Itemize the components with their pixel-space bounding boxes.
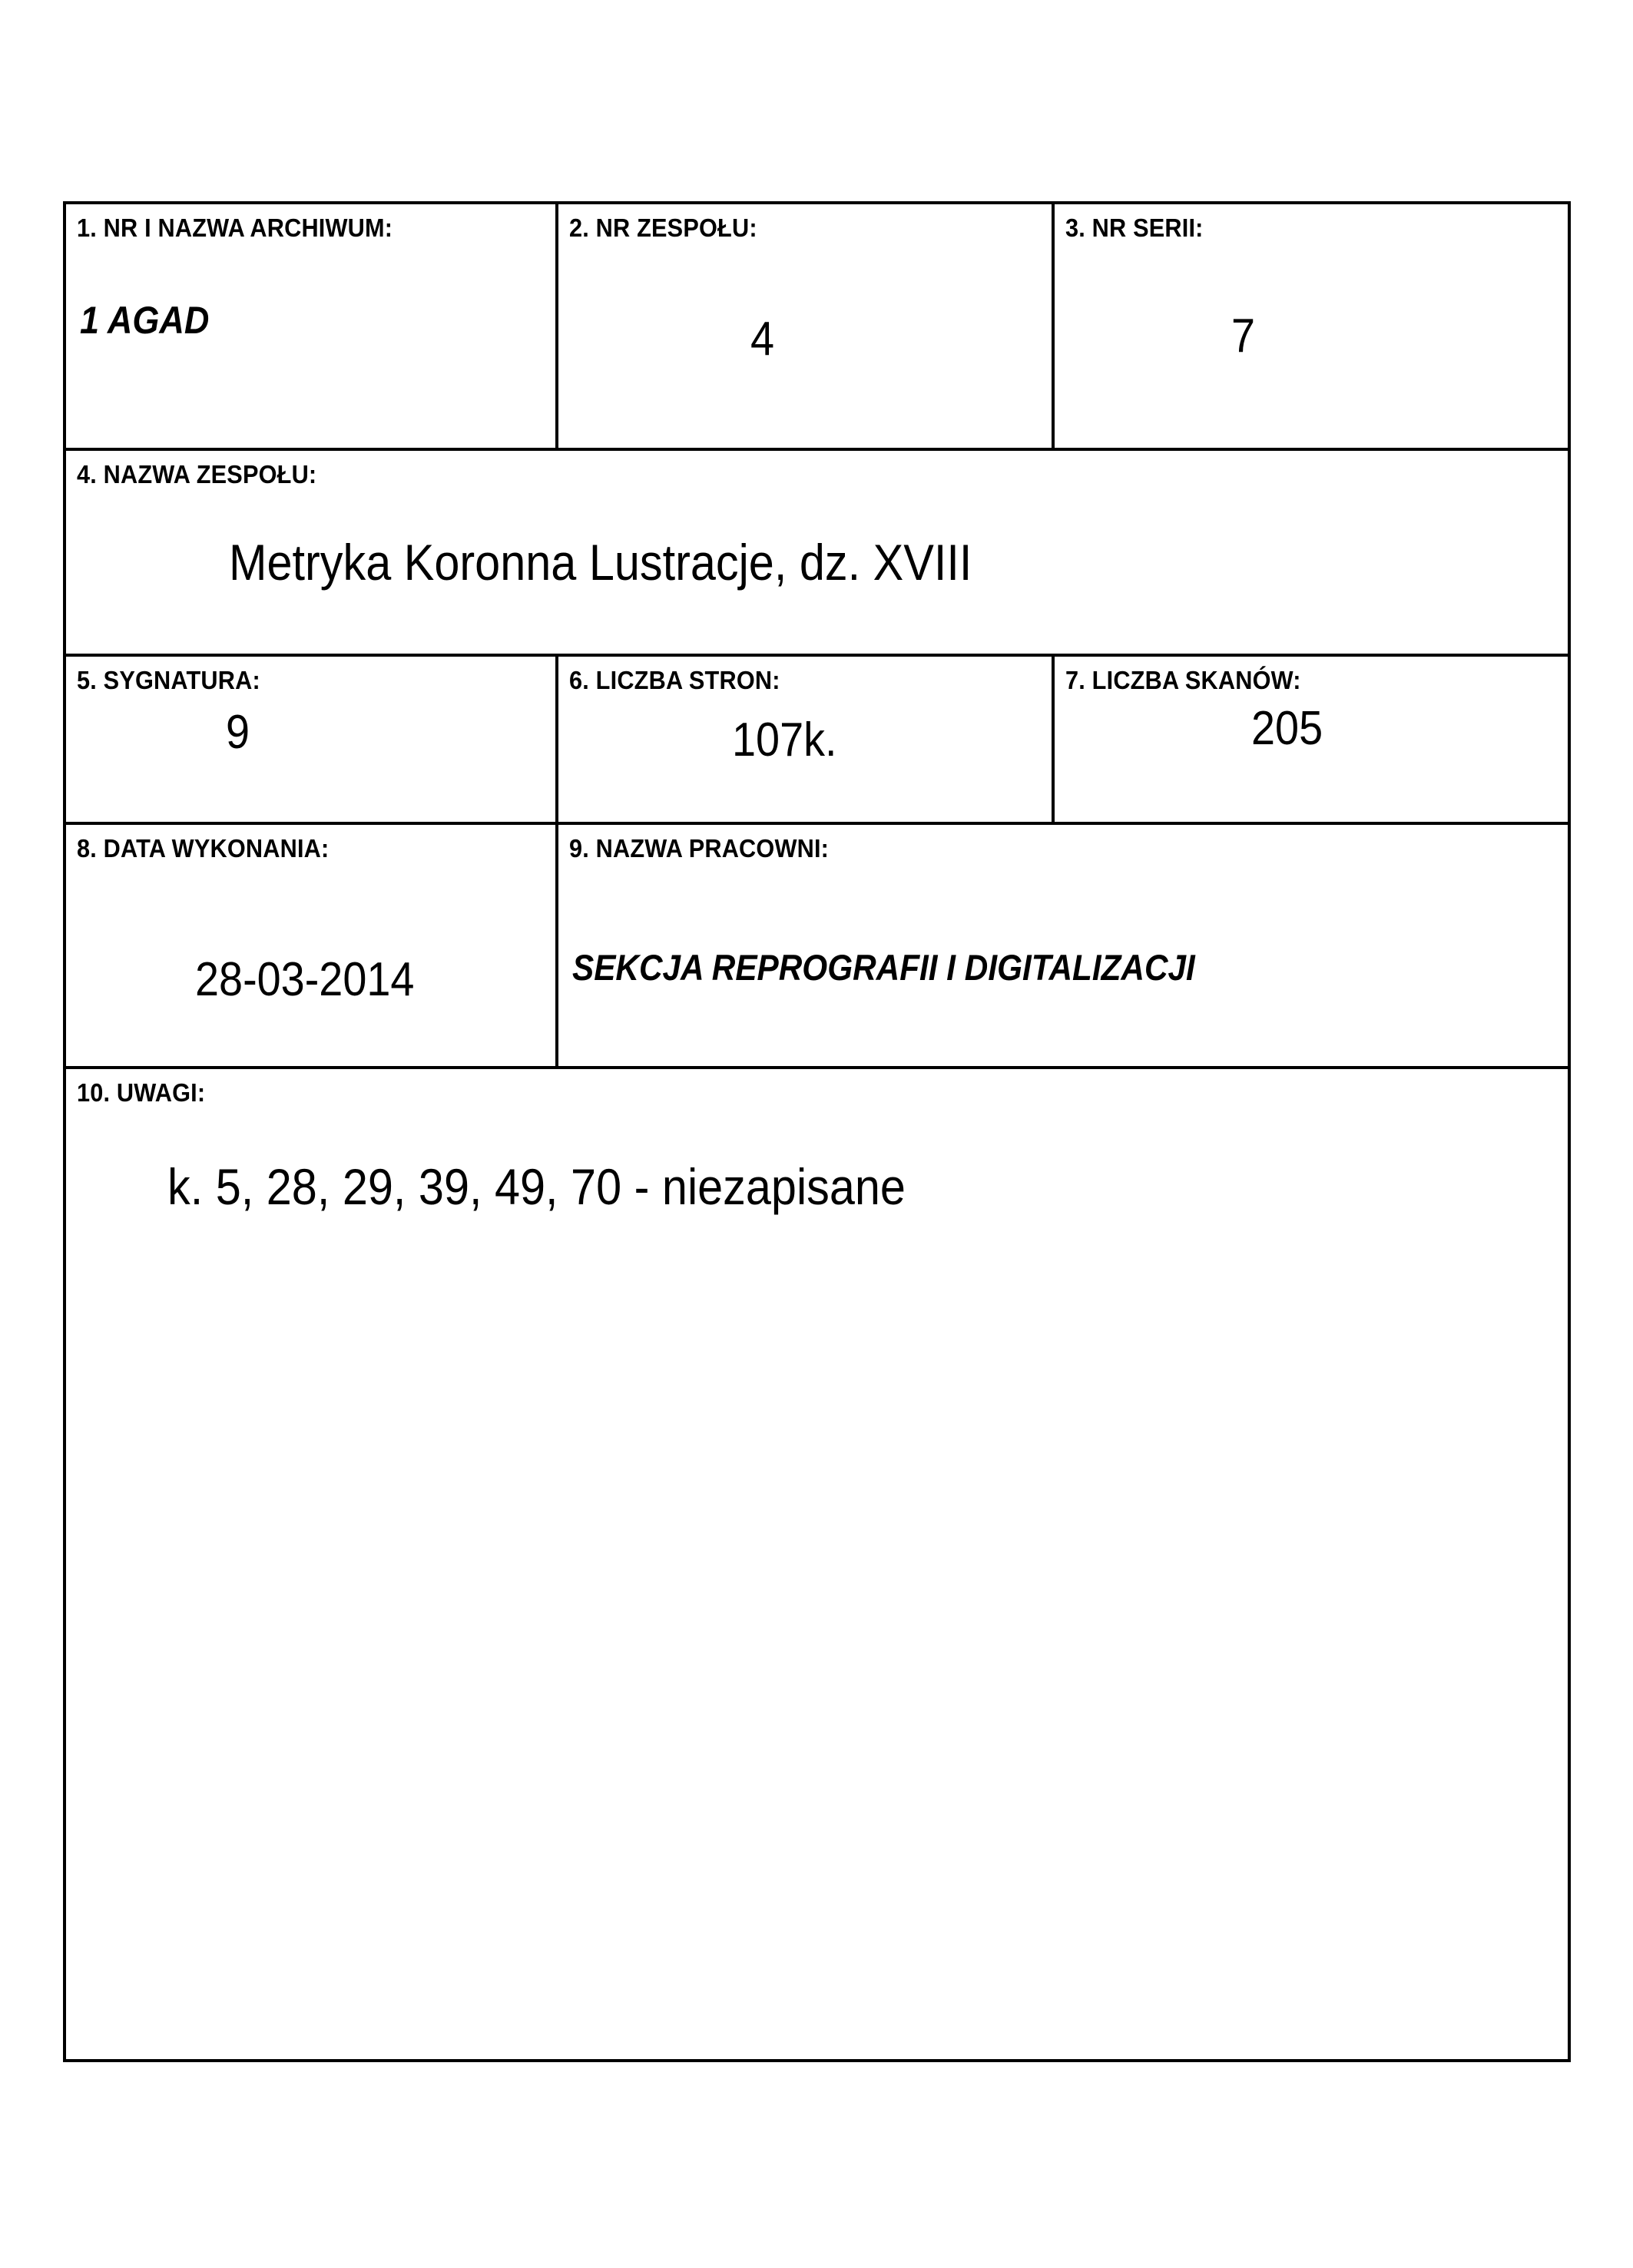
field-studio-name [558, 825, 1568, 1066]
field-label: 4. NAZWA ZESPOŁU: [77, 460, 317, 488]
field-label: 3. NR SERII: [1065, 214, 1204, 242]
field-label: 9. NAZWA PRACOWNI: [569, 834, 830, 863]
field-label: 7. LICZBA SKANÓW: [1065, 666, 1301, 694]
field-archive-name [66, 204, 558, 448]
field-label: 10. UWAGI: [77, 1078, 206, 1107]
field-value: k. 5, 28, 29, 39, 49, 70 - niezapisane [167, 1158, 906, 1215]
field-label: 5. SYGNATURA: [77, 666, 260, 694]
field-fonds-name [66, 451, 1568, 654]
field-signature [66, 657, 558, 822]
field-label: 6. LICZBA STRON: [569, 666, 780, 694]
field-value: 7 [1231, 310, 1256, 363]
field-label: 1. NR I NAZWA ARCHIWUM: [77, 214, 393, 242]
field-value: 205 [1251, 702, 1323, 755]
field-series-number [1055, 204, 1568, 448]
archive-metadata-table [63, 201, 1571, 2062]
field-remarks [66, 1069, 1568, 2062]
table-row [66, 657, 1568, 825]
field-value: 9 [226, 706, 250, 759]
field-page-count [558, 657, 1055, 822]
field-scan-count [1055, 657, 1568, 822]
field-value: 28-03-2014 [195, 953, 415, 1006]
table-row [66, 825, 1568, 1069]
field-execution-date [66, 825, 558, 1066]
field-label: 8. DATA WYKONANIA: [77, 834, 330, 863]
table-row [66, 204, 1568, 451]
field-value: 4 [750, 313, 775, 366]
field-value: SEKCJA REPROGRAFII I DIGITALIZACJI [572, 947, 1195, 988]
field-value: Metryka Koronna Lustracje, dz. XVIII [229, 534, 972, 591]
table-row [66, 1069, 1568, 2062]
field-label: 2. NR ZESPOŁU: [569, 214, 757, 242]
field-value: 1 AGAD [80, 299, 210, 342]
table-row [66, 451, 1568, 657]
field-value: 107k. [732, 714, 837, 766]
field-fonds-number [558, 204, 1055, 448]
